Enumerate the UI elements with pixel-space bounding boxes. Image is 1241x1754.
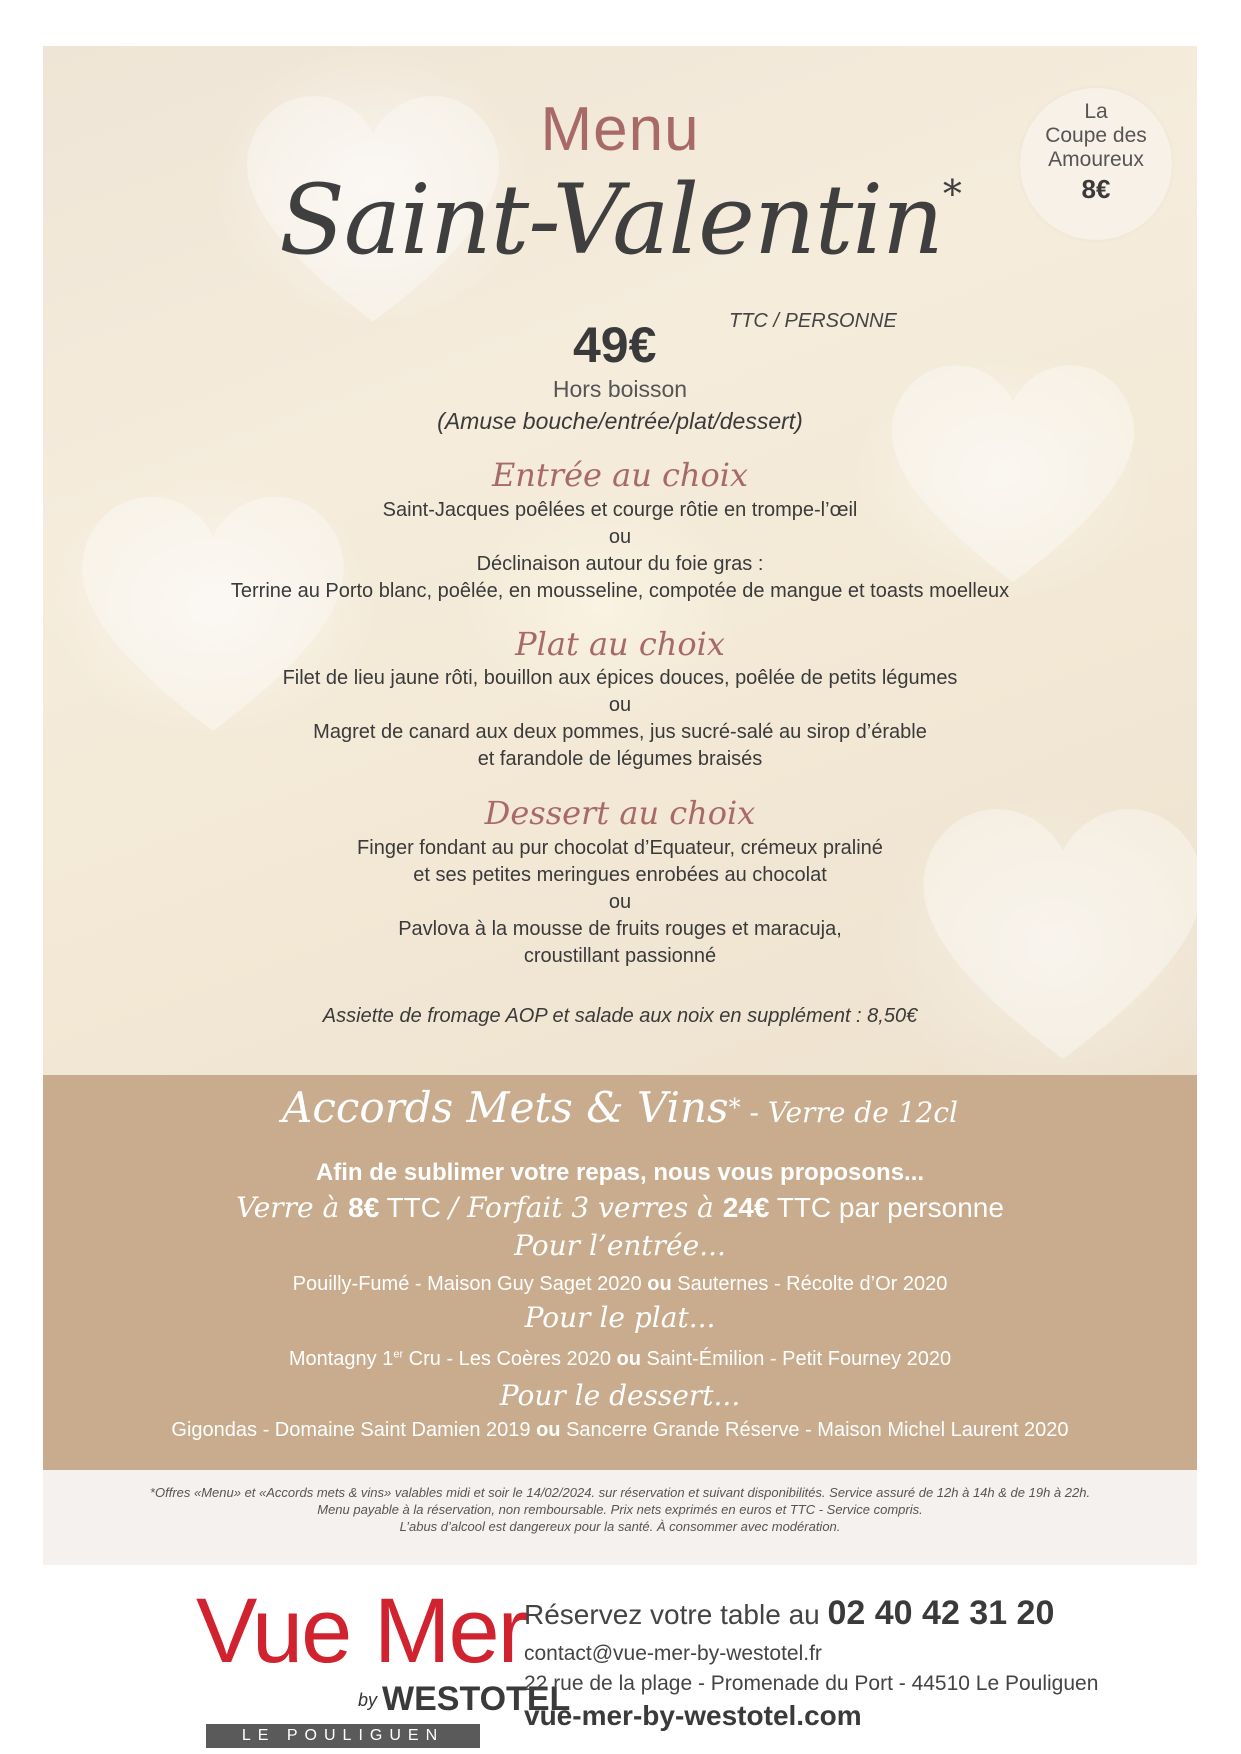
wine-dessert-a: Gigondas - Domaine Saint Damien 2019 — [171, 1419, 537, 1441]
wine-price-line — [43, 1191, 1197, 1224]
wine-entree-b: Sauternes - Récolte d’Or 2020 — [671, 1273, 948, 1295]
entree-title: Entrée au choix — [491, 456, 749, 494]
wine-plat-line — [43, 1348, 1197, 1371]
legal-footnote-area — [43, 1470, 1197, 1565]
logo-westotel: WESTOTEL — [382, 1680, 571, 1718]
price-note: TTC / PERSONNE — [729, 310, 897, 332]
entree-line: ou — [608, 526, 632, 548]
footnote-line: Menu payable à la réservation, non remboursable. Prix nets exprimés en euros et TTC - Service compris. — [317, 1502, 923, 1517]
wine-plat-sup: er — [393, 1348, 404, 1361]
wine-plat-b: Saint-Émilion - Petit Fourney 2020 — [641, 1348, 952, 1370]
badge-line-3: Amoureux — [1048, 148, 1144, 171]
entree-line: Déclinaison autour du foie gras : — [476, 553, 764, 575]
title-asterisk: * — [942, 172, 961, 216]
dessert-line: croustillant passionné — [523, 945, 717, 967]
footnote-line: L’abus d’alcool est dangereux pour la santé. À consommer avec modération. — [399, 1519, 841, 1534]
phone-number[interactable]: 02 40 42 31 20 — [827, 1594, 1055, 1632]
coupe-badge — [1020, 88, 1172, 240]
entree-lines — [43, 497, 1197, 605]
plat-line: Filet de lieu jaune rôti, bouillon aux épices douces, poêlée de petits légumes — [282, 667, 958, 689]
pour-entree-title: Pour l’entrée... — [514, 1229, 726, 1262]
entree-line: Saint-Jacques poêlées et courge rôtie en trompe-l’œil — [382, 499, 858, 521]
dessert-title: Dessert au choix — [484, 794, 756, 832]
wine-intro: Afin de sublimer votre repas, nous vous proposons... — [315, 1159, 925, 1186]
plat-line: ou — [608, 694, 632, 716]
menu-heading: Menu — [540, 95, 700, 164]
logo-vue-mer: Vue Mer — [196, 1580, 527, 1682]
menu-panel — [43, 46, 1197, 1075]
wine-price-glass-label: Verre à — [236, 1191, 349, 1224]
logo-by: by — [358, 1690, 378, 1710]
wine-dessert-line — [43, 1419, 1197, 1442]
plat-title: Plat au choix — [515, 625, 725, 663]
plat-line: et farandole de légumes braisés — [477, 748, 763, 770]
wine-price-glass-unit: TTC — [379, 1192, 449, 1223]
reservation-label: Réservez votre table au — [524, 1599, 828, 1630]
wine-entree-ou: ou — [647, 1273, 672, 1295]
hors-boisson: Hors boisson — [552, 376, 688, 402]
wine-price-package-unit: TTC par personne — [769, 1192, 1004, 1223]
dessert-line: Finger fondant au pur chocolat d’Equateur, crémeux praliné — [357, 837, 883, 859]
plat-line: Magret de canard aux deux pommes, jus sucré-salé au sirop d’érable — [313, 721, 927, 743]
website-link[interactable]: vue-mer-by-westotel.com — [524, 1700, 862, 1731]
wine-plat-a2: Cru - Les Coères 2020 — [403, 1348, 617, 1370]
courses-note: (Amuse bouche/entrée/plat/dessert) — [437, 408, 803, 434]
reservation-line — [524, 1594, 1054, 1633]
contact-address: 22 rue de la plage - Promenade du Port - 44510 Le Pouliguen — [524, 1672, 1099, 1695]
legal-footnote — [43, 1484, 1197, 1535]
menu-price: 49€ — [573, 317, 657, 373]
contact-email[interactable]: contact@vue-mer-by-westotel.fr — [524, 1642, 822, 1665]
plat-lines — [43, 665, 1197, 773]
pour-dessert-title: Pour le dessert... — [499, 1379, 741, 1412]
cheese-supplement: Assiette de fromage AOP et salade aux noix en supplément : 8,50€ — [322, 1005, 918, 1027]
dessert-lines — [43, 835, 1197, 970]
pour-plat-title: Pour le plat... — [524, 1301, 716, 1334]
wine-price-glass-value: 8€ — [348, 1192, 380, 1223]
dessert-line: et ses petites meringues enrobées au chocolat — [413, 864, 827, 886]
wine-price-package-value: 24€ — [722, 1192, 770, 1223]
wine-pairing-band — [43, 1075, 1197, 1470]
logo-location-bar: LE POULIGUEN — [206, 1724, 480, 1748]
wine-plat-ou: ou — [616, 1348, 641, 1370]
dessert-line: Pavlova à la mousse de fruits rouges et maracuja, — [398, 918, 842, 940]
wine-title-asterisk: * — [728, 1093, 741, 1122]
badge-line-1: La — [1084, 100, 1108, 123]
wine-entree-line — [43, 1273, 1197, 1296]
wine-dessert-b: Sancerre Grande Réserve - Maison Michel Laurent 2020 — [560, 1419, 1069, 1441]
wine-title-text: Accords Mets & Vins — [282, 1083, 729, 1132]
wine-price-package-label: / Forfait 3 verres à — [448, 1191, 723, 1224]
footnote-line: *Offres «Menu» et «Accords mets & vins» valables midi et soir le 14/02/2024. sur réservation et suivant disponibilités. Service assuré de 12h à 14h & de 19h à 22h. — [149, 1485, 1091, 1500]
wine-entree-a: Pouilly-Fumé - Maison Guy Saget 2020 — [292, 1273, 648, 1295]
title-text: Saint-Valentin — [279, 164, 943, 276]
wine-title — [43, 1083, 1197, 1132]
wine-dessert-ou: ou — [536, 1419, 561, 1441]
wine-title-suffix: - Verre de 12cl — [740, 1096, 958, 1129]
wine-plat-a: Montagny 1 — [288, 1348, 394, 1370]
badge-price: 8€ — [1081, 174, 1111, 204]
badge-line-2: Coupe des — [1045, 124, 1147, 147]
entree-line: Terrine au Porto blanc, poêlée, en mousseline, compotée de mangue et toasts moelleux — [230, 580, 1010, 602]
dessert-line: ou — [608, 891, 632, 913]
